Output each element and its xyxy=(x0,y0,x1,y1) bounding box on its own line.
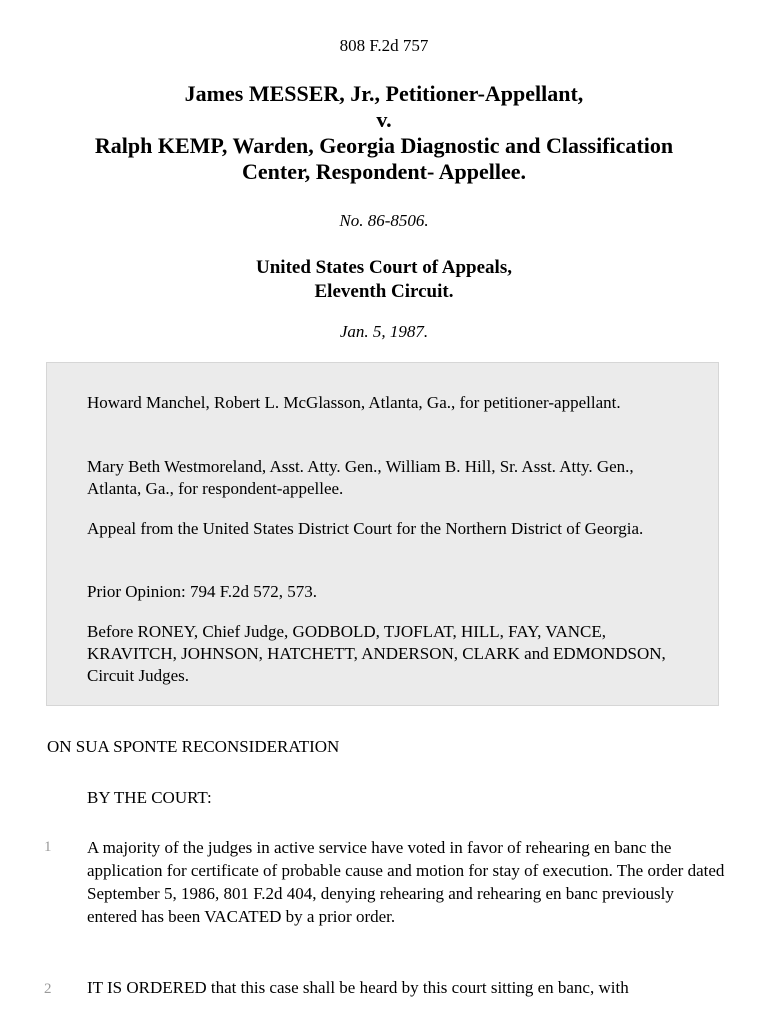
paragraph-number: 1 xyxy=(44,839,52,855)
appeal-from: Appeal from the United States District Court for the Northern District of Georgia. xyxy=(87,519,644,538)
decision-date: Jan. 5, 1987. xyxy=(339,322,429,341)
paragraph-number: 2 xyxy=(44,981,52,997)
court-name-line2: Eleventh Circuit. xyxy=(314,281,454,302)
judges-panel: Before RONEY, Chief Judge, GODBOLD, TJOFLAT, HILL, FAY, VANCE, KRAVITCH, JOHNSON, HATCHETT, ANDERSON, CLARK and EDMONDSON, Circuit Judges. xyxy=(87,622,666,685)
docket-number: No. 86-8506. xyxy=(339,211,429,230)
case-title-respondent: Ralph KEMP, Warden, Georgia Diagnostic and Classification xyxy=(94,133,674,158)
case-title-petitioner: James MESSER, Jr., Petitioner-Appellant, xyxy=(184,81,584,106)
by-the-court: BY THE COURT: xyxy=(87,788,212,807)
counsel-respondent: Mary Beth Westmoreland, Asst. Atty. Gen., William B. Hill, Sr. Asst. Atty. Gen., Atlanta, Ga., for respondent-appellee. xyxy=(87,457,634,498)
court-name-line1: United States Court of Appeals, xyxy=(256,257,512,278)
case-title-respondent-cont: Center, Respondent- Appellee. xyxy=(242,159,526,184)
paragraph-text: IT IS ORDERED that this case shall be heard by this court sitting en banc, with xyxy=(87,978,629,997)
case-title-versus: v. xyxy=(376,107,392,132)
paragraph-text: A majority of the judges in active service have voted in favor of rehearing en banc the application for certificate of probable cause and motion for stay of execution. The order dated September 5, 1986, 801 F.2d 404, denying rehearing and rehearing en banc previously entered has been VACATED by a prior order. xyxy=(87,838,725,926)
case-info-box xyxy=(46,362,719,706)
case-title xyxy=(40,81,728,185)
court-name xyxy=(0,256,768,304)
section-heading: ON SUA SPONTE RECONSIDERATION xyxy=(47,737,340,756)
counsel-petitioner: Howard Manchel, Robert L. McGlasson, Atlanta, Ga., for petitioner-appellant. xyxy=(87,393,621,412)
prior-opinion: Prior Opinion: 794 F.2d 572, 573. xyxy=(87,582,318,601)
citation: 808 F.2d 757 xyxy=(339,36,429,55)
